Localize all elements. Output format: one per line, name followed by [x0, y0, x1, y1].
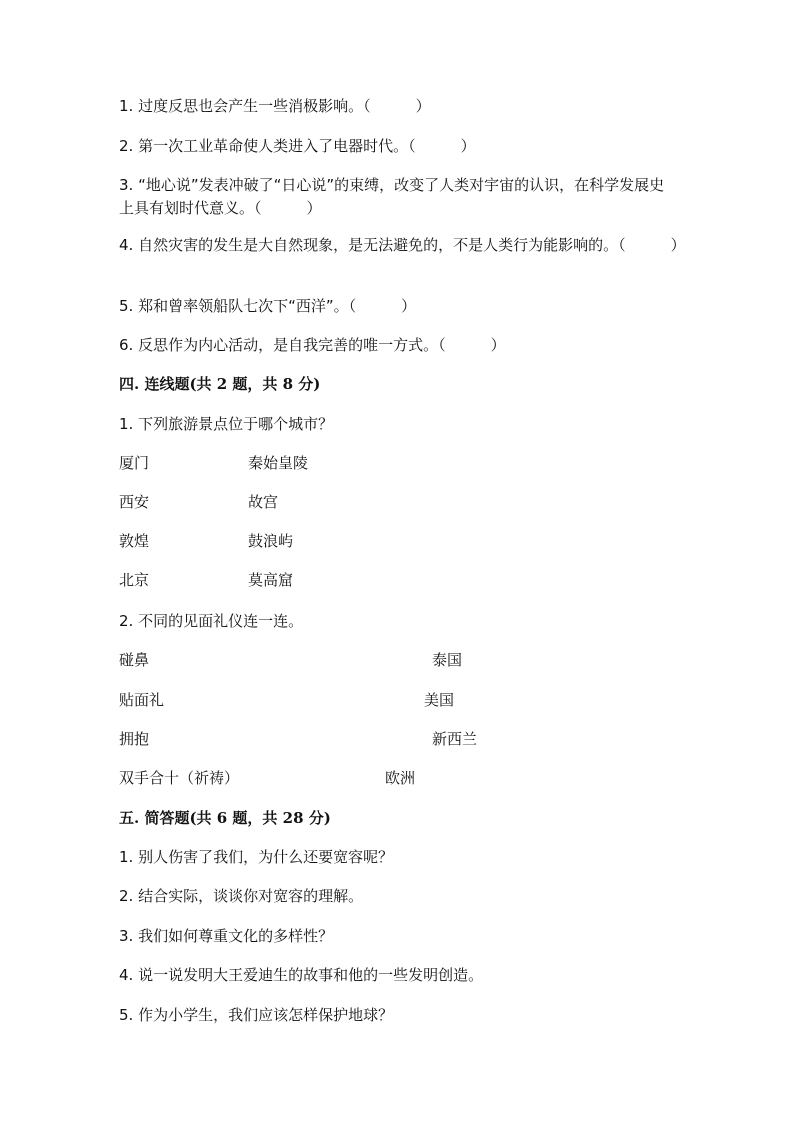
match1-left-item: 西安: [119, 493, 150, 511]
match2-right-item: 新西兰: [432, 730, 478, 748]
judgement-item-1: 1. 过度反思也会产生一些消极影响。（ ）: [119, 97, 431, 115]
judgement-item-5: 5. 郑和曾率领船队七次下“西洋”。（ ）: [119, 297, 417, 315]
short-answer-item-1: 1. 别人伤害了我们，为什么还要宽容呢？: [119, 848, 394, 866]
match2-left-item: 贴面礼: [119, 691, 165, 709]
matching-question-1: 1. 下列旅游景点位于哪个城市？: [119, 415, 334, 433]
short-answer-item-2: 2. 结合实际，谈谈你对宽容的理解。: [119, 887, 364, 905]
match2-right-item: 美国: [424, 691, 455, 709]
section-5-heading: 五. 简答题(共 6 题，共 28 分): [119, 809, 331, 827]
match1-left-item: 北京: [119, 571, 150, 589]
match2-right-item: 欧洲: [385, 769, 416, 787]
judgement-item-6: 6. 反思作为内心活动，是自我完善的唯一方式。（ ）: [119, 336, 506, 354]
short-answer-item-5: 5. 作为小学生，我们应该怎样保护地球？: [119, 1006, 394, 1024]
match1-right-item: 鼓浪屿: [248, 532, 294, 550]
match2-left-item: 双手合十（祈祷）: [119, 769, 240, 787]
match1-right-item: 秦始皇陵: [248, 454, 309, 472]
match2-left-item: 碰鼻: [119, 651, 150, 669]
judgement-item-4: 4. 自然灾害的发生是大自然现象，是无法避免的，不是人类行为能影响的。（ ）: [119, 236, 686, 254]
judgement-item-3: 3. “地心说”发表冲破了“日心说”的束缚，改变了人类对宇宙的认识，在科学发展史上具有划时代意义。（ ）: [119, 176, 665, 217]
match1-left-item: 敦煌: [119, 532, 150, 550]
section-4-heading: 四. 连线题(共 2 题，共 8 分): [119, 375, 321, 393]
match1-right-item: 故宫: [248, 493, 279, 511]
match2-right-item: 泰国: [432, 651, 463, 669]
matching-question-2: 2. 不同的见面礼仪连一连。: [119, 612, 304, 630]
short-answer-item-3: 3. 我们如何尊重文化的多样性？: [119, 927, 334, 945]
match2-left-item: 拥抱: [119, 730, 150, 748]
match1-right-item: 莫高窟: [248, 571, 294, 589]
judgement-item-2: 2. 第一次工业革命使人类进入了电器时代。（ ）: [119, 137, 476, 155]
match1-left-item: 厦门: [119, 454, 150, 472]
short-answer-item-4: 4. 说一说发明大王爱迪生的故事和他的一些发明创造。: [119, 966, 484, 984]
